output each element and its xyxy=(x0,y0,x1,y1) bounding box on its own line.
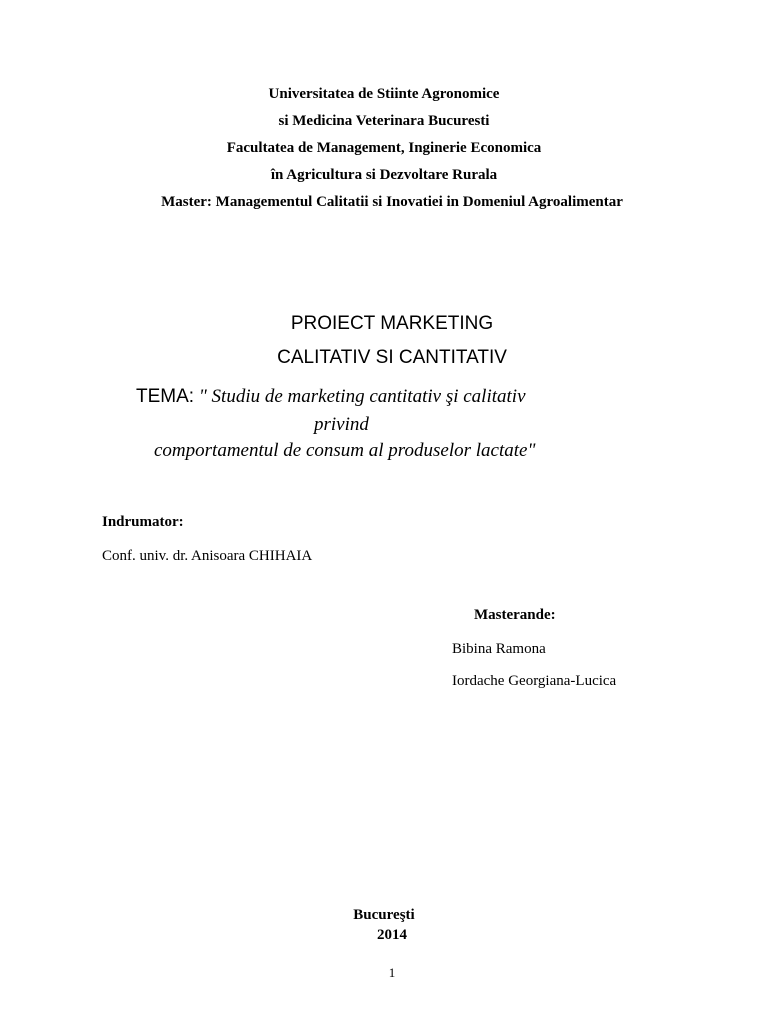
tema-text-part3: comportamentul de consum al produselor lactate" xyxy=(154,440,536,461)
student-name-2: Iordache Georgiana-Lucica xyxy=(452,673,617,689)
university-name-line1: Universitatea de Stiinte Agronomice xyxy=(268,86,500,102)
tema-label: TEMA: xyxy=(136,386,195,407)
faculty-name-line2: în Agricultura si Dezvoltare Rurala xyxy=(270,167,498,183)
city: Bucureşti xyxy=(353,907,415,923)
master-label: Master: xyxy=(161,194,212,210)
students-label: Masterande: xyxy=(474,607,556,623)
master-program xyxy=(0,194,768,211)
student-name-1: Bibina Ramona xyxy=(452,641,546,657)
project-title-line2: CALITATIV SI CANTITATIV xyxy=(277,347,507,368)
coordinator-name: Conf. univ. dr. Anisoara CHIHAIA xyxy=(102,548,313,564)
university-name-line2: si Medicina Veterinara Bucuresti xyxy=(278,113,490,129)
tema-text-part2: privind xyxy=(314,414,369,435)
faculty-name-line1: Facultatea de Management, Inginerie Economica xyxy=(226,140,542,156)
tema-text-part1: " Studiu de marketing cantitativ şi calitativ xyxy=(198,386,526,407)
tema-line1 xyxy=(136,386,526,408)
master-value: Managementul Calitatii si Inovatiei in Domeniul Agroalimentar xyxy=(215,194,623,210)
coordinator-label: Indrumator: xyxy=(102,514,184,530)
project-title-line1: PROIECT MARKETING xyxy=(290,313,494,334)
year: 2014 xyxy=(377,927,407,943)
page-number: 1 xyxy=(388,965,396,980)
